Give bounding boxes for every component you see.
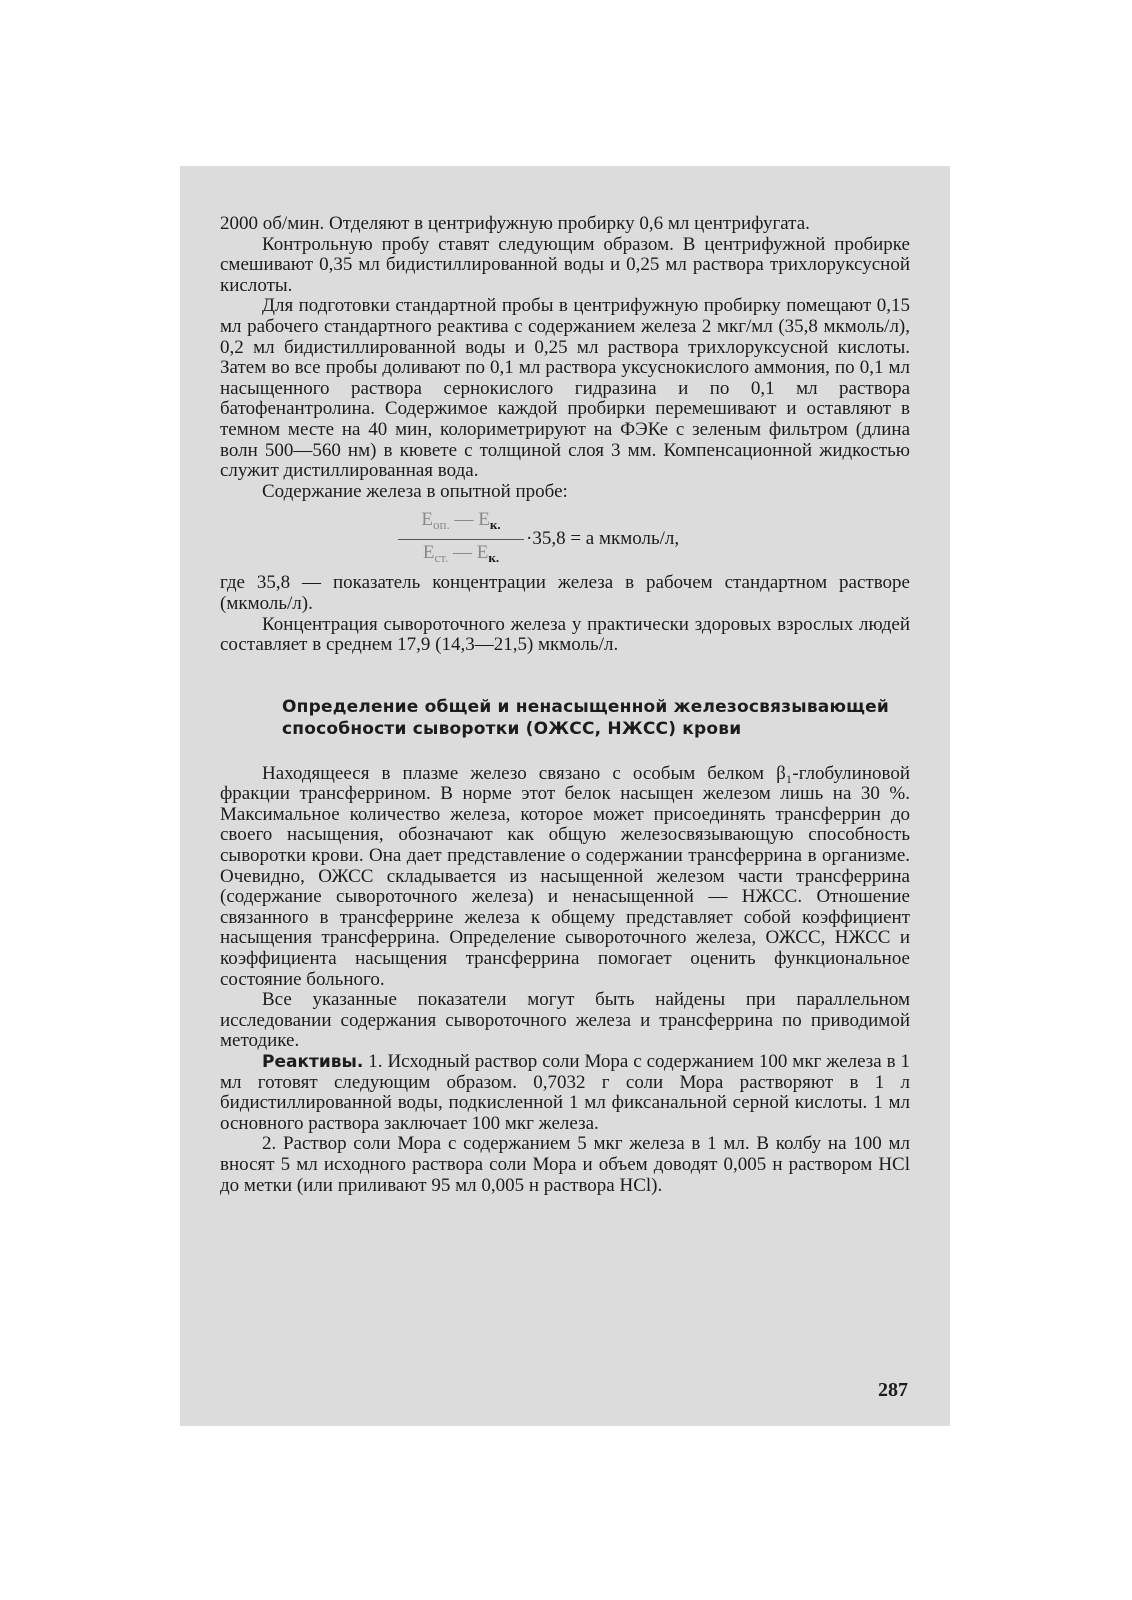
formula-denominator: $E_{ст.}$ — $E_{к.}$ (422, 541, 500, 565)
paragraph: Концентрация сывороточного железа у практически здоровых взрослых людей составляет в среднем 17,9 (14,3—21,5) мкмоль/л. (220, 613, 910, 656)
fraction-bar (398, 539, 524, 540)
paragraph: Все указанные показатели могут быть найдены при параллельном исследовании содержания сывороточного железа и трансферрина по приводимой методике. (220, 989, 910, 1052)
paragraph: где 35,8 — показатель концентрации железа в рабочем стандартном растворе (мкмоль/л). (220, 572, 910, 614)
book-page (180, 166, 950, 1426)
section-heading: Определение общей и ненасыщенной железосвязывающей способности сыворотки (ОЖСС, НЖСС) крови (282, 696, 890, 739)
iron-formula (398, 505, 910, 573)
text-column (220, 214, 910, 1196)
paragraph: 2000 об/мин. Отделяют в центрифужную пробирку 0,6 мл центрифугата. (220, 213, 810, 234)
paragraph: 2. Раствор соли Мора с содержанием 5 мкг железа в 1 мл. В колбу на 100 мл вносят 5 мл исходного раствора соли Мора и объем доводят 0,005 н раствором HCl до метки (или приливают 95 мл 0,005 н раствора HCl). (220, 1133, 910, 1196)
paragraph: Для подготовки стандартной пробы в центрифужную пробирку помещают 0,15 мл рабочего стандартного реактива с содержанием железа 2 мкг/мл (35,8 мкмоль/л), 0,2 мл бидистиллированной воды и 0,25 мл раствора трихлоруксусной кислоты. Затем во все пробы доливают по 0,1 мл раствора уксуснокислого аммония, по 0,1 мл насыщенного раствора сернокислого гидразина и по 0,1 мл раствора батофенантролина. Содержимое каждой пробирки перемешивают и оставляют в темном месте на 40 мин, колориметрируют на ФЭКе с зеленым фильтром (длина волн 500—560 нм) в кювете с толщиной слоя 3 мм. Компенсационной жидкостью служит дистиллированная вода. (220, 295, 910, 482)
paragraph: Содержание железа в опытной пробе: (262, 480, 568, 502)
reagents-text: 1. Исходный раствор соли Мора с содержанием 100 мкг железа в 1 мл готовят следующим образом. 0,7032 г соли Мора растворяют в 1 л бидистиллированной воды, подкисленной 1 мл фиксанальной серной кислоты. 1 мл основного раствора заключает 100 мкг железа. (220, 1051, 910, 1134)
reagents-paragraph (220, 1052, 910, 1134)
reagents-label: Реактивы. (262, 1052, 364, 1072)
formula-numerator: $E_{оп.}$ — $E_{к.}$ (421, 509, 501, 533)
formula-result: ·35,8 = а мкмоль/л, (526, 528, 680, 550)
paragraph: Находящееся в плазме железо связано с особым белком β₁-глобулиновой фракции трансферрином. В норме этот белок насыщен железом лишь на 30 %. Максимальное количество железа, которое может присоединять трансферрин до своего насыщения, обозначают как общую железосвязывающую способность сыворотки крови. Она дает представление о содержании трансферрина в организме. Очевидно, ОЖСС складывается из насыщенной железом части трансферрина (содержание сывороточного железа) и ненасыщенной — НЖСС. Отношение связанного в трансферрине железа к общему представляет собой коэффициент насыщения трансферрина. Определение сывороточного железа, ОЖСС, НЖСС и коэффициента насыщения трансферрина помогает оценить функциональное состояние больного. (220, 762, 910, 990)
page-number: 287 (878, 1379, 908, 1401)
formula-fraction (398, 510, 524, 568)
paragraph: Контрольную пробу ставят следующим образом. В центрифужной пробирке смешивают 0,35 мл бидистиллированной воды и 0,25 мл раствора трихлоруксусной кислоты. (220, 233, 910, 296)
